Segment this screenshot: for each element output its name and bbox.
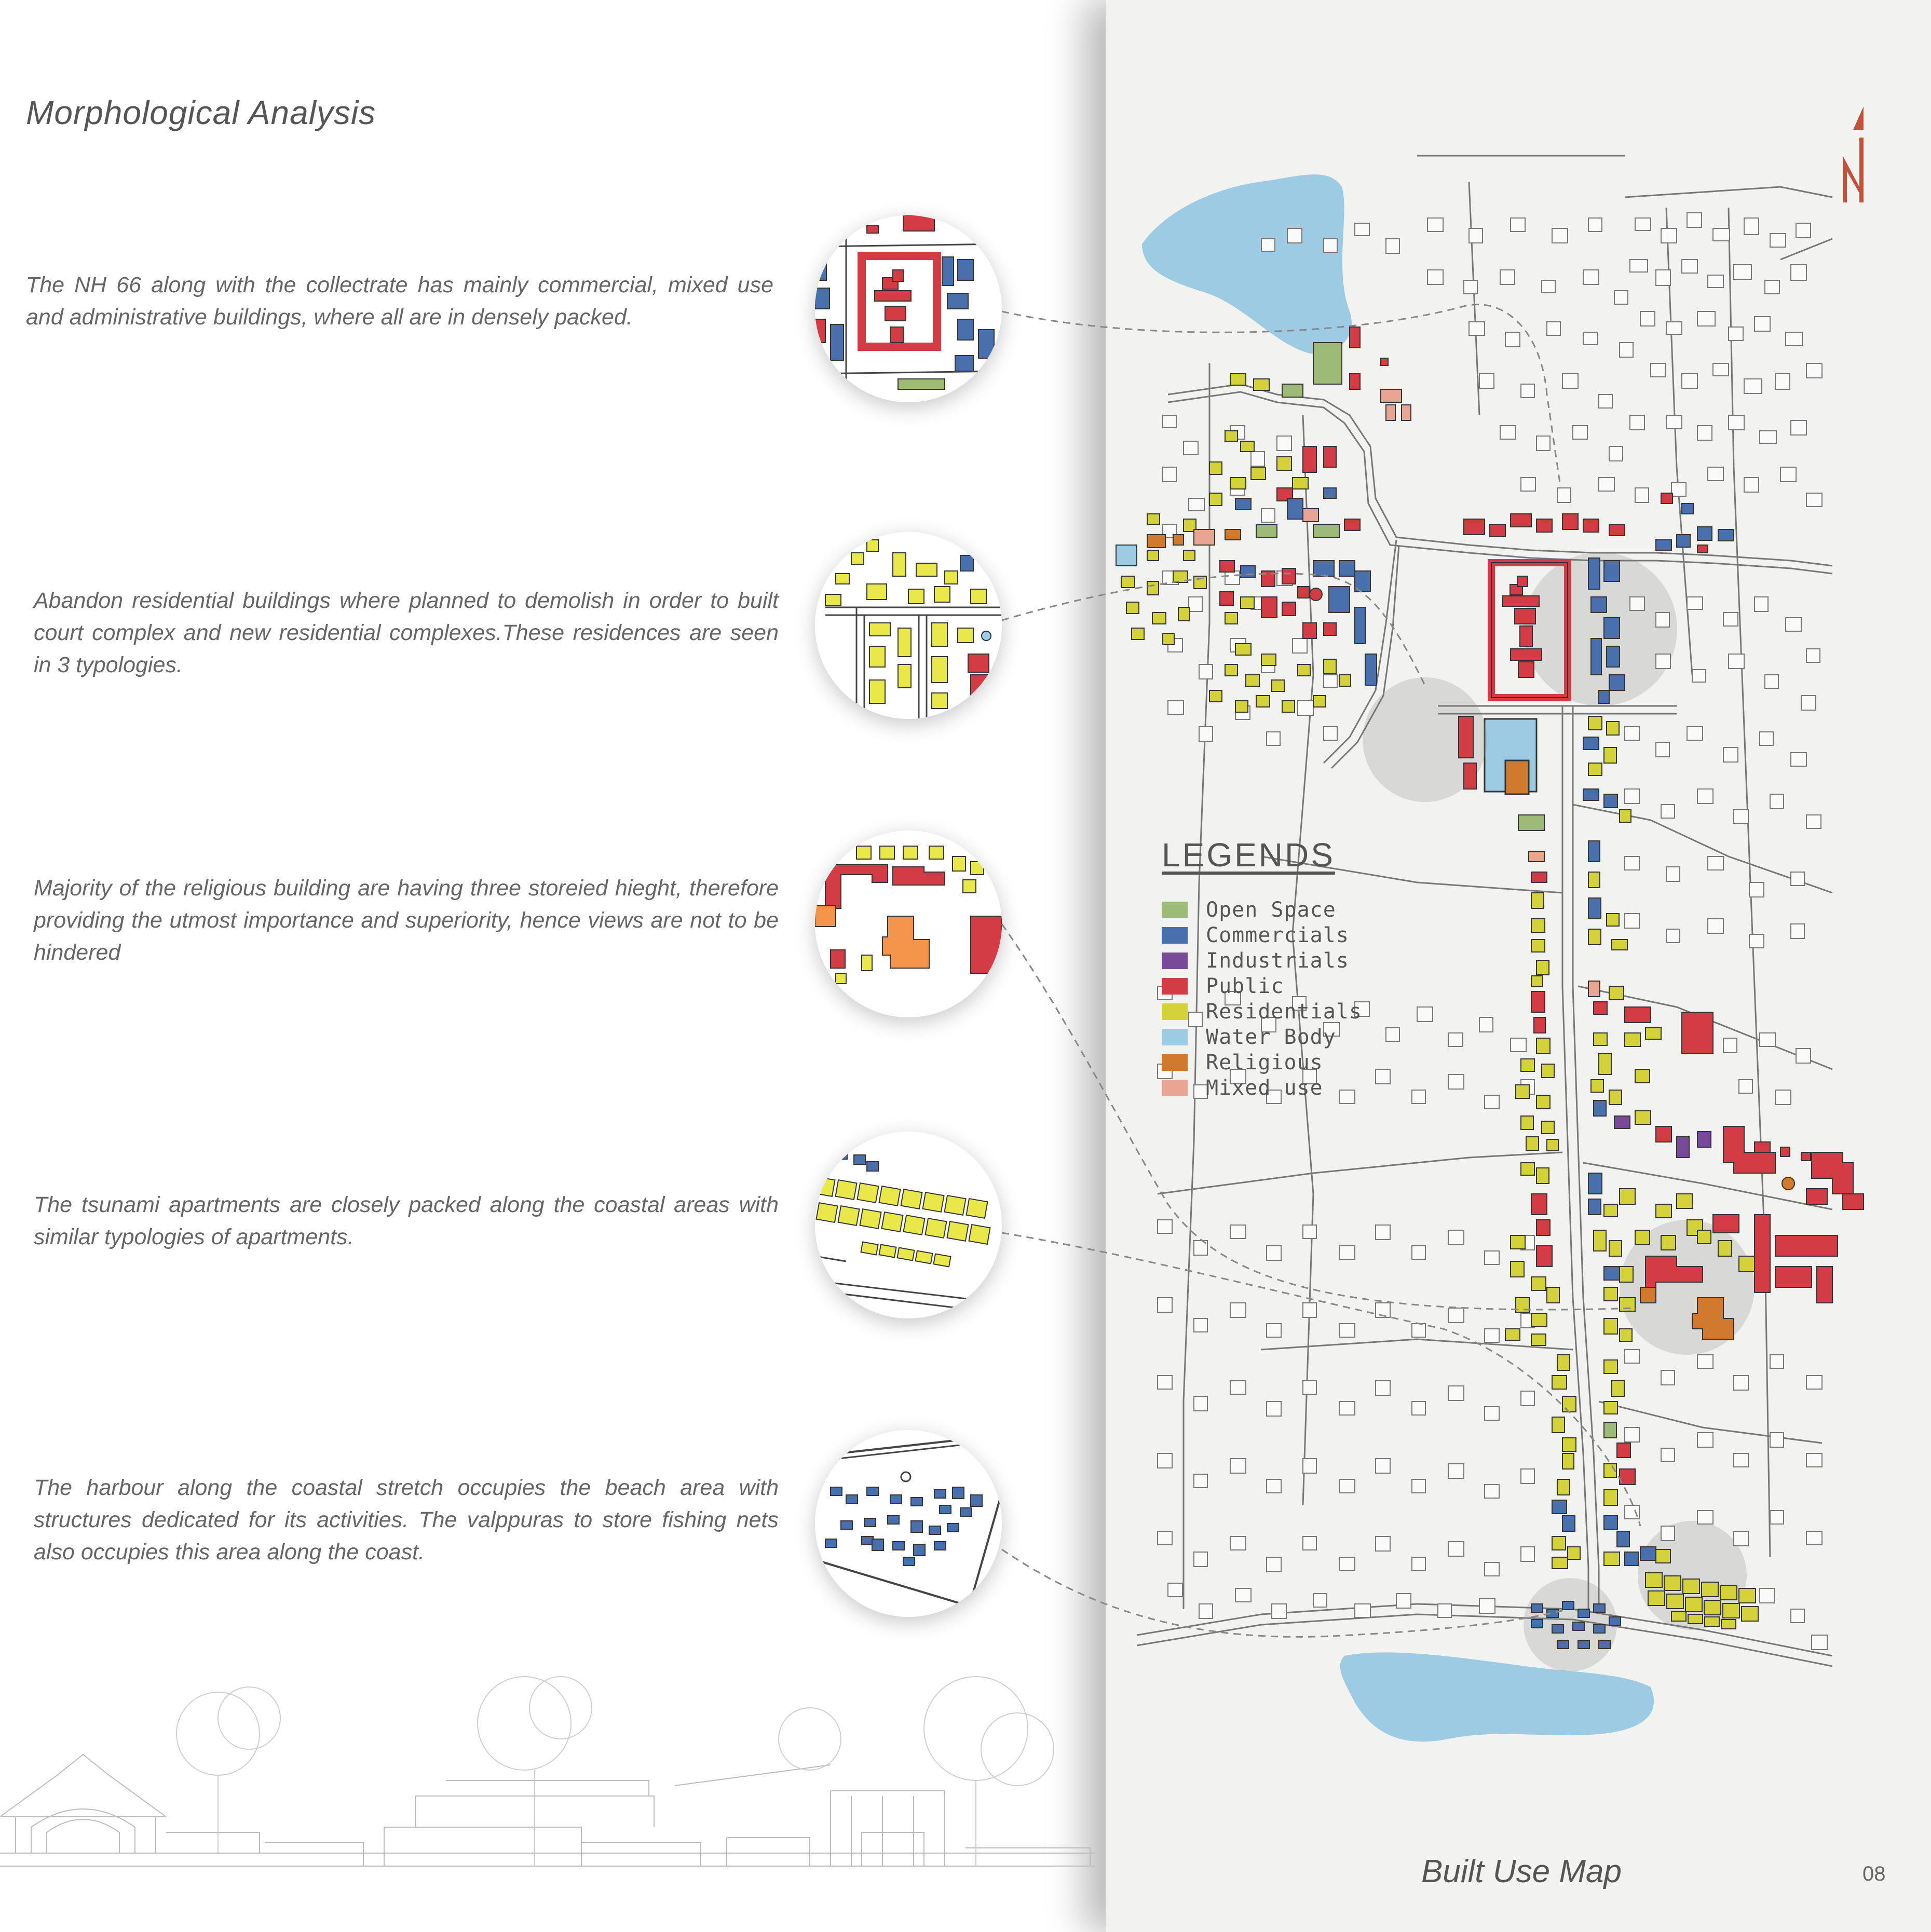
legend-label: Religious	[1206, 1050, 1323, 1074]
zoom-circle-collectorate	[815, 215, 1002, 402]
temple-tank	[1505, 760, 1529, 794]
note-harbour: The harbour along the coastal stretch occupies the beach area with structures dedicated for its activities. The valppuras to store fishing nets also occupies this area along the coast.	[34, 1475, 779, 1564]
legend-label: Water Body	[1206, 1025, 1336, 1049]
legend-swatch	[1162, 1029, 1188, 1045]
water-south	[1340, 1652, 1654, 1741]
zoom-religious-drawing	[815, 831, 1002, 1017]
legend-item	[1162, 897, 1362, 922]
lake-north	[1142, 174, 1352, 354]
legend-item	[1162, 948, 1362, 973]
zoom-collectorate-drawing	[815, 215, 1002, 402]
zoom-harbour-drawing	[815, 1430, 1002, 1617]
legend-swatch	[1162, 953, 1188, 969]
legend-item	[1162, 1075, 1362, 1100]
legend-swatch	[1162, 1054, 1188, 1071]
legend-label: Mixed use	[1206, 1076, 1323, 1100]
note-nh66: The NH 66 along with the collectrate has mainly commercial, mixed use and administrative buildings, where all are in densely packed.	[26, 273, 773, 330]
note-tsunami-apartments: The tsunami apartments are closely packed along the coastal areas with similar typologies of apartments.	[34, 1192, 779, 1249]
legend-item	[1162, 1024, 1362, 1050]
page-number: 08	[1862, 1862, 1886, 1885]
legend-label: Industrials	[1206, 948, 1349, 973]
legend-swatch	[1162, 927, 1188, 944]
legend-swatch	[1162, 1080, 1188, 1096]
legend-list	[1162, 897, 1362, 1100]
legend-title: LEGENDS	[1162, 836, 1335, 874]
legend-label: Open Space	[1206, 897, 1336, 922]
zoom-tsunami-drawing	[815, 1132, 1002, 1318]
north-arrow-icon	[1843, 106, 1864, 202]
legend-item	[1162, 922, 1362, 948]
legend-swatch	[1162, 902, 1188, 918]
legend-item	[1162, 999, 1362, 1024]
legend-label: Public	[1206, 974, 1284, 998]
note-religious: Majority of the religious building are having three storeied hieght, therefore providing the utmost importance and superiority, hence views are not to be hindered	[34, 876, 779, 965]
map-caption: Built Use Map	[1421, 1854, 1622, 1889]
zoom-circle-tsunami-apartments	[815, 1132, 1002, 1318]
legend-label: Residentials	[1206, 999, 1362, 1024]
zoom-circle-residential	[815, 532, 1002, 719]
note-abandoned-residential: Abandon residential buildings where planned to demolish in order to built court complex and new residential complexes.These residences are seen in 3 typologies.	[34, 588, 779, 677]
street-elevation-drawing	[0, 1661, 1095, 1889]
zoom-circle-religious	[815, 831, 1002, 1017]
legend-swatch	[1162, 978, 1188, 995]
zoom-residential-drawing	[815, 532, 1002, 719]
legend-label: Commercials	[1206, 923, 1349, 947]
zoom-circle-harbour	[815, 1430, 1002, 1617]
legend-item	[1162, 973, 1362, 999]
page-title: Morphological Analysis	[26, 94, 376, 131]
legend-swatch	[1162, 1003, 1188, 1020]
legend-item	[1162, 1050, 1362, 1075]
